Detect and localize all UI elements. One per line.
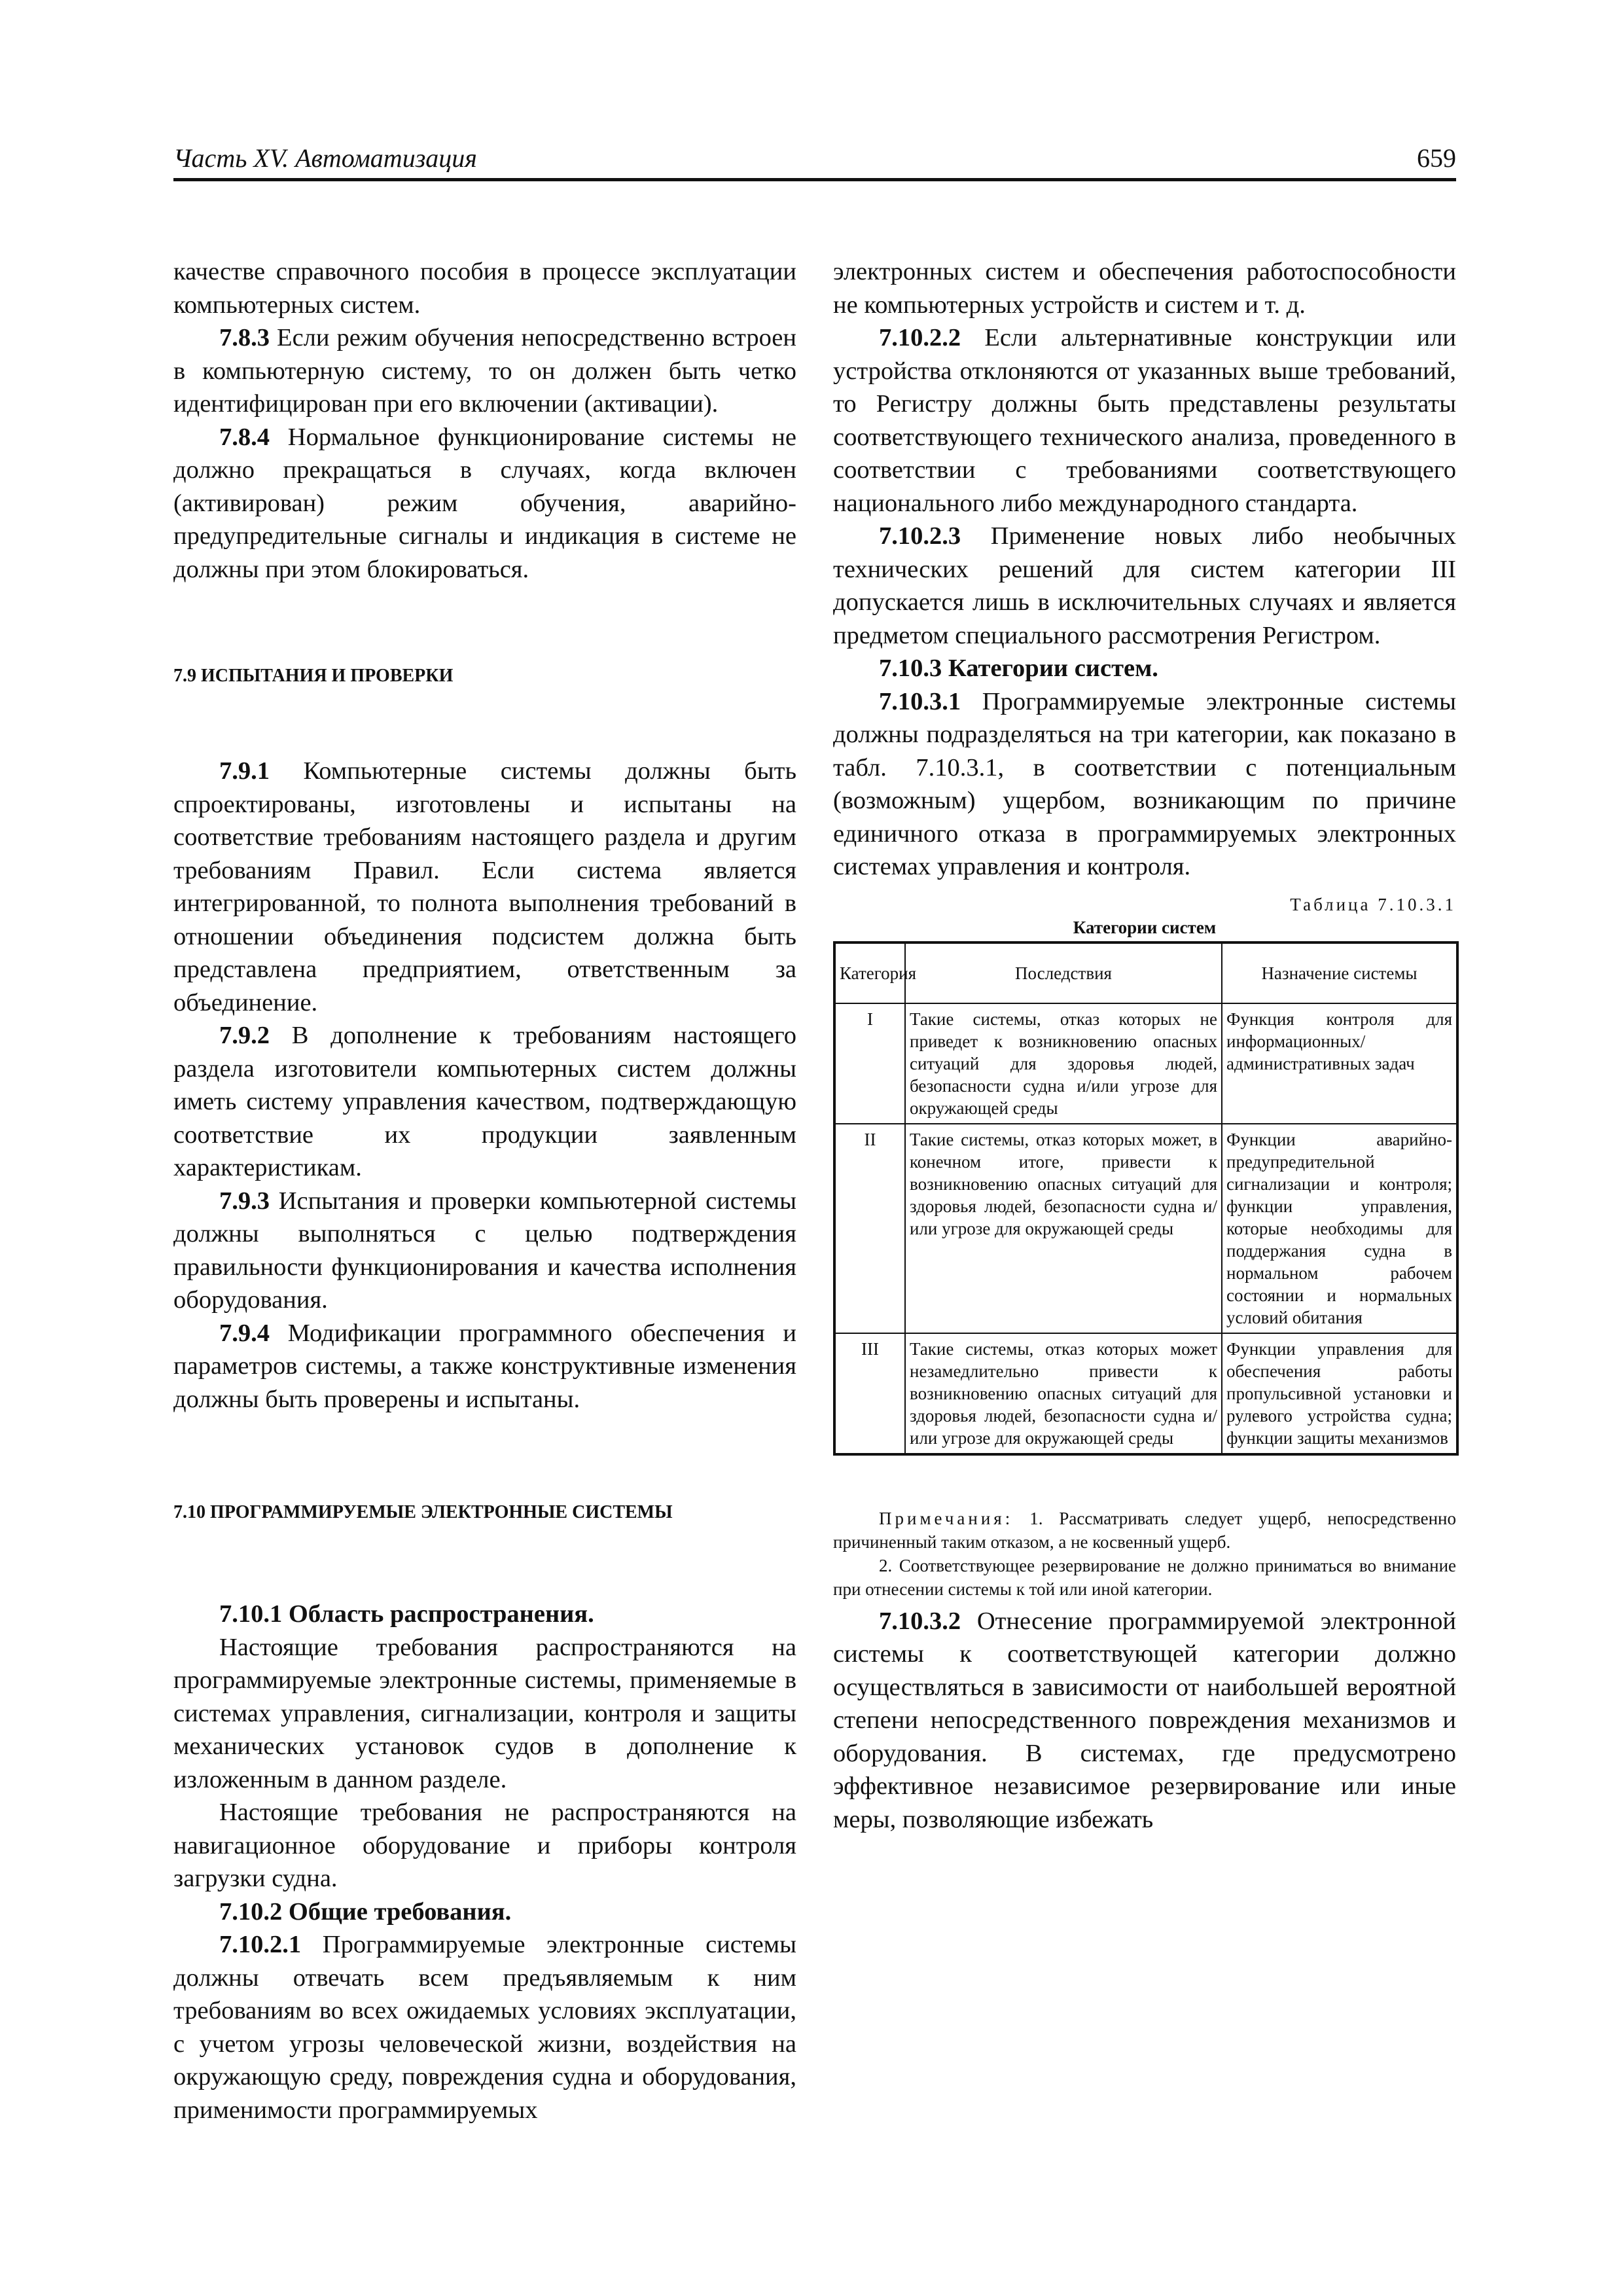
paragraph-text: Нормальное функционирование системы не должно прекращаться в случаях, когда включен (активирован) режим обучения, аварийно-предупредительные сигналы и индикация в системе не должны при этом блокироваться. bbox=[173, 423, 796, 583]
paragraph: Настоящие требования распространяются на программируемые электронные системы, применяемые в системах управления, сигнализации, контроля и защиты механических установок судов в дополнение к изложенным в данном разделе. bbox=[173, 1633, 796, 1793]
table-header-row bbox=[834, 942, 1457, 1003]
subsection-heading-7-10-3: 7.10.3 Категории систем. bbox=[879, 655, 1158, 682]
cell-category: II bbox=[834, 1124, 905, 1333]
left-column bbox=[173, 255, 796, 2126]
page-number: 659 bbox=[1417, 143, 1456, 173]
header-effect: Последствия bbox=[905, 942, 1222, 1003]
header-title: Часть XV. Автоматизация bbox=[173, 143, 477, 173]
paragraph bbox=[173, 255, 796, 321]
clause-number: 7.10.2.3 bbox=[879, 522, 961, 550]
clause-number: 7.10.2.2 bbox=[879, 324, 961, 351]
section-heading-7-9: 7.9 ИСПЫТАНИЯ И ПРОВЕРКИ bbox=[173, 666, 454, 686]
clause-number: 7.10.3.1 bbox=[879, 687, 961, 715]
categories-table bbox=[833, 941, 1459, 1456]
note-1 bbox=[833, 1507, 1456, 1554]
right-column bbox=[833, 255, 1456, 1836]
paragraph-text: Если режим обучения непосредственно встроен в компьютерную систему, то он должен быть четко идентифицирован при его включении (активации). bbox=[173, 324, 796, 418]
note-2: 2. Соответствующее резервирование не должно приниматься во внимание при отнесении системы к той или иной категории. bbox=[833, 1555, 1456, 1599]
paragraph-7-10-3-1 bbox=[833, 685, 1456, 884]
cell-category: III bbox=[834, 1333, 905, 1454]
clause-number: 7.9.2 bbox=[219, 1022, 270, 1049]
cell-effect: Такие системы, отказ которых не приведет к возникновению опасных ситуаций для здоровья людей, безопасности судна и/или угрозе для окружающей среды bbox=[905, 1003, 1222, 1124]
paragraph-text: качестве справочного пособия в процессе эксплуатации компьютерных систем. bbox=[173, 258, 796, 319]
cell-purpose: Функции управления для обеспечения работы пропульсивной установки и рулевого устройства судна; функции защиты механизмов bbox=[1222, 1333, 1457, 1454]
cell-category: I bbox=[834, 1003, 905, 1124]
clause-number: 7.8.3 bbox=[219, 324, 270, 351]
clause-number: 7.10.2.1 bbox=[219, 1931, 302, 1958]
paragraph-text: В дополнение к требованиям настоящего раздела изготовители компьютерных систем должны иметь систему управления качеством, подтверждающую соответствие их продукции заявленным характеристикам. bbox=[173, 1022, 796, 1181]
clause-number: 7.9.4 bbox=[219, 1319, 270, 1347]
paragraph-text: Отнесение программируемой электронной системы к соответствующей категории должно осуществляться в зависимости от наибольшей вероятной степени непосредственного повреждения механизмов и оборудования. В системах, где предусмотрено эффективное независимое резервирование или иные меры, позволяющие избежать bbox=[833, 1607, 1456, 1833]
paragraph-text: Компьютерные системы должны быть спроектированы, изготовлены и испытаны на соответствие требованиям настоящего раздела и другим требованиям Правил. Если система является интегрированной, то полнота выполнения требований в отношении объединения подсистем должна быть представлена предприятием, ответственным за объединение. bbox=[173, 757, 796, 1016]
paragraph-7-10-3-2 bbox=[833, 1605, 1456, 1837]
paragraph-7-10-2-2 bbox=[833, 321, 1456, 520]
table-row bbox=[834, 1124, 1457, 1333]
cell-effect: Такие системы, отказ которых может незамедлительно привести к возникновению опасных ситуаций для здоровья людей, безопасности судна и/ или угрозе для окружающей среды bbox=[905, 1333, 1222, 1454]
header-purpose: Назначение системы bbox=[1222, 942, 1457, 1003]
paragraph-text: Программируемые электронные системы должны подразделяться на три категории, как показано в табл. 7.10.3.1, в соответствии с потенциальным (возможным) ущербом, возникающим по причине единичного отказа в программируемых электронных системах управления и контроля. bbox=[833, 687, 1456, 880]
cell-effect: Такие системы, отказ которых может, в конечном итоге, привести к возникновению опасных ситуаций для здоровья людей, безопасности судна и/ или угрозе для окружающей среды bbox=[905, 1124, 1222, 1333]
paragraph-7-9-2 bbox=[173, 1019, 796, 1185]
table-title: Категории систем bbox=[1073, 917, 1217, 937]
paragraph-text: Если альтернативные конструкции или устройства отклоняются от указанных выше требований, то Регистру должны быть представлены результаты соответствующего технического анализа, проведенного в соответствии с требованиями соответствующего национального либо международного стандарта. bbox=[833, 324, 1456, 517]
paragraph: Настоящие требования не распространяются на навигационное оборудование и приборы контроля загрузки судна. bbox=[173, 1799, 796, 1892]
subsection-heading-7-10-1: 7.10.1 Область распространения. bbox=[219, 1600, 594, 1628]
paragraph-7-9-3 bbox=[173, 1185, 796, 1317]
table-row bbox=[834, 1333, 1457, 1454]
cell-purpose: Функции аварийно-предупредительной сигнализации и контроля; функции управления, которые необходимы для поддержания судна в нормальном рабочем состоянии и нормальных условий обитания bbox=[1222, 1124, 1457, 1333]
clause-number: 7.10.3.2 bbox=[879, 1607, 961, 1635]
running-header bbox=[173, 143, 1456, 181]
header-rule bbox=[173, 178, 1456, 181]
paragraph-text: Модификации программного обеспечения и параметров системы, а также конструктивные изменения должны быть проверены и испытаны. bbox=[173, 1319, 796, 1413]
table-notes bbox=[833, 1507, 1456, 1601]
note-text: 1. Рассматривать следует ущерб, непосредственно причиненный таким отказом, а не косвенный ущерб. bbox=[833, 1508, 1456, 1552]
paragraph-7-9-4 bbox=[173, 1317, 796, 1416]
subsection-heading-7-10-2: 7.10.2 Общие требования. bbox=[219, 1897, 512, 1926]
cell-purpose: Функция контроля для информационных/ административных задач bbox=[1222, 1003, 1457, 1124]
paragraph-text: Программируемые электронные системы должны отвечать всем предъявляемым к ним требованиям во всех ожидаемых условиях эксплуатации, с учетом угрозы человеческой жизни, воздействия на окружающую среду, повреждения судна и оборудования, применимости программируемых bbox=[173, 1931, 796, 2124]
paragraph-7-9-1 bbox=[173, 755, 796, 1019]
paragraph-7-10-2-1 bbox=[173, 1928, 796, 2126]
clause-number: 7.8.4 bbox=[219, 423, 270, 451]
clause-number: 7.9.1 bbox=[219, 757, 270, 785]
paragraph-7-8-3 bbox=[173, 321, 796, 421]
section-heading-7-10: 7.10 ПРОГРАММИРУЕМЫЕ ЭЛЕКТРОННЫЕ СИСТЕМЫ bbox=[173, 1502, 673, 1522]
header-category: Категория bbox=[834, 942, 905, 1003]
clause-number: 7.9.3 bbox=[219, 1187, 270, 1215]
table-row bbox=[834, 1003, 1457, 1124]
table-caption: Таблица 7.10.3.1 bbox=[1290, 894, 1456, 914]
paragraph-7-10-2-3 bbox=[833, 520, 1456, 652]
paragraph-text: Применение новых либо необычных технических решений для систем категории III допускается лишь в исключительных случаях и является предметом специального рассмотрения Регистром. bbox=[833, 522, 1456, 649]
paragraph-7-8-4 bbox=[173, 421, 796, 586]
notes-label: Примечания: bbox=[879, 1508, 1014, 1528]
paragraph-text: Испытания и проверки компьютерной системы должны выполняться с целью подтверждения правильности функционирования и качества исполнения оборудования. bbox=[173, 1187, 796, 1314]
paragraph: электронных систем и обеспечения работоспособности не компьютерных устройств и систем и т. д. bbox=[833, 258, 1456, 319]
